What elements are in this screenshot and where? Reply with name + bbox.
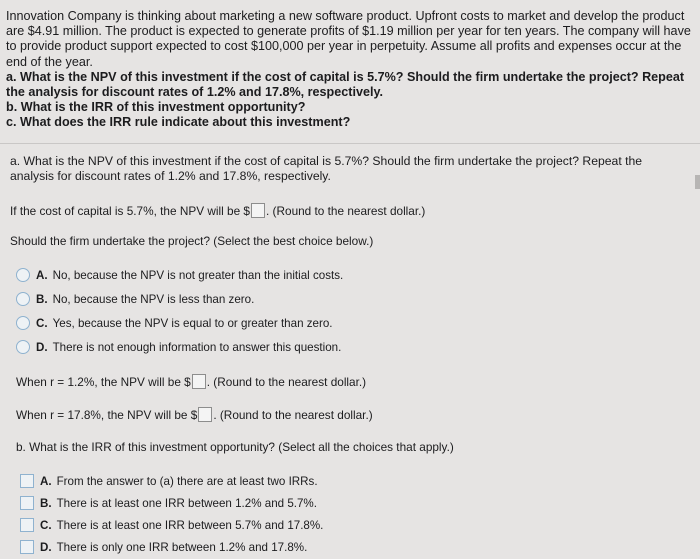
checkbox-icon[interactable] — [20, 496, 34, 510]
question-c-summary: c. What does the IRR rule indicate about this investment? — [6, 115, 351, 130]
question-a-summary: a. What is the NPV of this investment if the cost of capital is 5.7%? Should the firm undertake the project? Repeat the analysis for discount rates of 1.2% and 17.8%, respectively. — [6, 69, 685, 100]
radio-circle-icon[interactable] — [16, 340, 30, 354]
checkbox-icon[interactable] — [20, 540, 34, 554]
npv-1-2-input[interactable] — [192, 374, 206, 389]
section-divider — [0, 143, 700, 144]
irr-choice-c-row[interactable]: C. There is at least one IRR between 5.7% and 17.8%. — [20, 518, 323, 532]
npv-1-2-suffix: . (Round to the nearest dollar.) — [206, 375, 367, 389]
irr-choice-b-row[interactable]: B. There is at least one IRR between 1.2% and 5.7%. — [20, 496, 317, 510]
irr-choice-d-row[interactable]: D. There is only one IRR between 1.2% and 17.8%. — [20, 540, 307, 554]
npv-5-7-input[interactable] — [251, 203, 265, 218]
npv-1-2-prefix: When r = 1.2%, the NPV will be $ — [16, 375, 191, 389]
npv-17-8-prefix: When r = 17.8%, the NPV will be $ — [16, 408, 198, 422]
part-b-prompt: b. What is the IRR of this investment opportunity? (Select all the choices that apply.) — [16, 440, 454, 454]
undertake-prompt: Should the firm undertake the project? (Select the best choice below.) — [10, 234, 374, 248]
npv-1-2-row — [16, 374, 366, 389]
choice-c-radio-row[interactable]: C. Yes, because the NPV is equal to or greater than zero. — [16, 316, 333, 330]
scrollbar-thumb[interactable] — [695, 175, 700, 189]
radio-circle-icon[interactable] — [16, 268, 30, 282]
checkbox-icon[interactable] — [20, 474, 34, 488]
irr-choice-a-row[interactable]: A. From the answer to (a) there are at least two IRRs. — [20, 474, 318, 488]
part-a-question: a. What is the NPV of this investment if the cost of capital is 5.7%? Should the firm undertake the project? Repeat the analysis for discount rates of 1.2% and 17.8%, respectively. — [10, 154, 643, 183]
problem-paragraph: Innovation Company is thinking about marketing a new software product. Upfront costs to market and develop the product are $4.91 million. The product is expected to generate profits of $1.19 million per year for ten years. The company will have to provide product support expected to cost $100,000 per year in perpetuity. Assume all profits and expenses occur at the end of the year. — [6, 9, 691, 69]
npv-17-8-input[interactable] — [198, 407, 212, 422]
problem-statement — [6, 9, 696, 131]
npv-5-7-prefix: If the cost of capital is 5.7%, the NPV will be $ — [10, 204, 250, 218]
npv-5-7-suffix: . (Round to the nearest dollar.) — [266, 204, 426, 218]
npv-5-7-row — [10, 203, 425, 218]
choice-a-radio-row[interactable]: A. No, because the NPV is not greater than the initial costs. — [16, 268, 343, 282]
radio-circle-icon[interactable] — [16, 316, 30, 330]
npv-17-8-row — [16, 407, 373, 422]
choice-d-radio-row[interactable]: D. There is not enough information to answer this question. — [16, 340, 341, 354]
npv-17-8-suffix: . (Round to the nearest dollar.) — [213, 408, 373, 422]
checkbox-icon[interactable] — [20, 518, 34, 532]
radio-circle-icon[interactable] — [16, 292, 30, 306]
choice-b-radio-row[interactable]: B. No, because the NPV is less than zero. — [16, 292, 254, 306]
question-b-summary: b. What is the IRR of this investment opportunity? — [6, 100, 306, 115]
